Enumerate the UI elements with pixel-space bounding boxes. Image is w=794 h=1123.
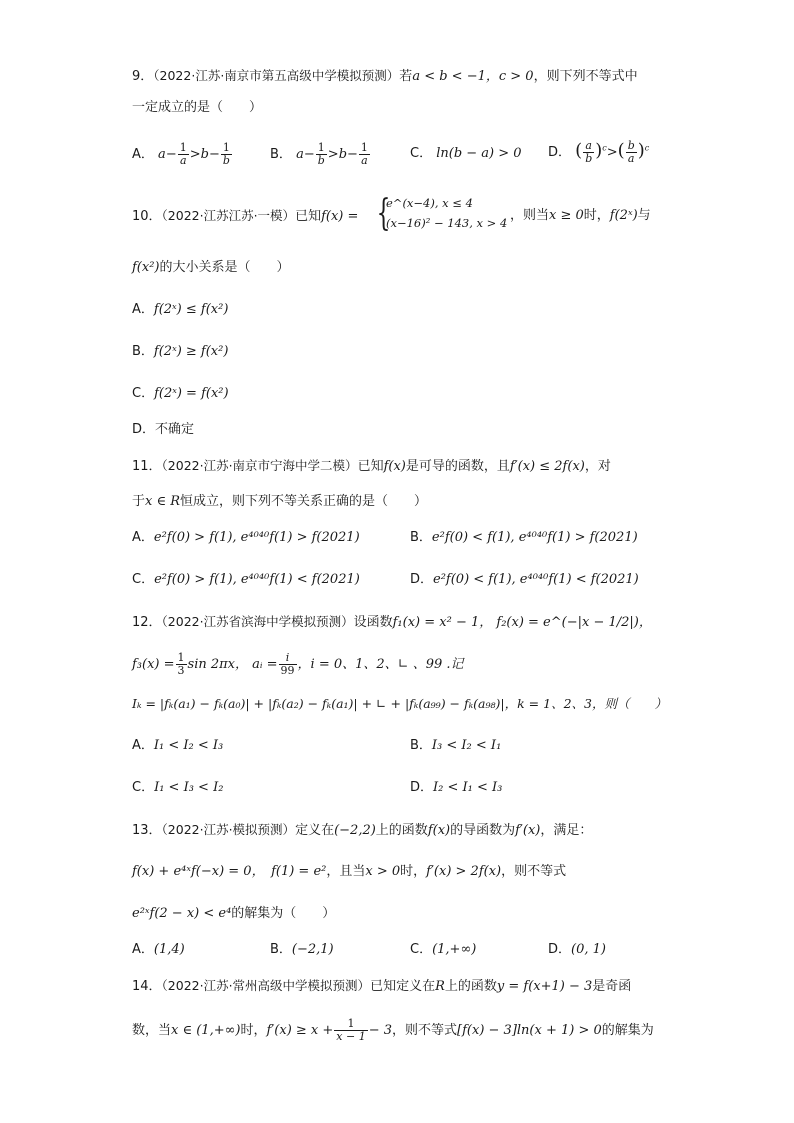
q13-option-c-text: (1,+∞) (432, 942, 477, 957)
q10-case-1 (386, 196, 473, 210)
q11-text-b: 是可导的函数，且 (405, 459, 510, 474)
q14-text-a: 已知定义在 (370, 979, 436, 994)
q10-case-2 (386, 216, 507, 230)
q14-frac-den: x − 1 (336, 1030, 366, 1043)
q14-text-line2-a: 数，当 (132, 1023, 172, 1038)
q11-option-b-label: B． (410, 530, 432, 545)
q13-text-c: 的导函数为 (450, 823, 516, 838)
q12-Ik: Iₖ = |fₖ(a₁) − fₖ(a₀)| + |fₖ(a₂) − fₖ(a₁)| + ∟ + |fₖ(a₉₉) − fₖ(a₉₈)|，k = 1、2、3，则（ ） (132, 696, 667, 711)
q11-option-b (410, 528, 638, 548)
q12-f2: f₂(x) = e^(−|x − 1/2|)， (496, 615, 652, 630)
q12-option-d-label: D． (410, 780, 434, 795)
q13-text-line2-f: ，则不等式 (501, 864, 567, 879)
q13-text-line2-b: ，且当 (326, 864, 366, 879)
q12-option-d (410, 778, 502, 798)
q10-f2x: f(2ˣ) (609, 208, 638, 223)
q9-stem-line2 (132, 98, 262, 118)
q10-condition: x ≥ 0 (549, 208, 584, 223)
q10-option-b-label: B． (132, 344, 154, 359)
q10-option-d-text: 不确定 (155, 422, 195, 437)
q13-condition-c: x > 0 (365, 864, 401, 879)
q11-option-c-text: e²f(0) > f(1), e⁴⁰⁴⁰f(1) < f(2021) (154, 572, 360, 587)
q13-text-a: 定义在 (295, 823, 335, 838)
q10-text-c: 时， (583, 208, 610, 223)
q14-stem-line1 (132, 976, 631, 997)
q12-option-a (132, 736, 223, 756)
q10-case-1-text: e^(x−4), x ≤ 4 (386, 196, 473, 210)
q11-option-b-text: e²f(0) < f(1), e⁴⁰⁴⁰f(1) > f(2021) (431, 530, 638, 545)
q10-text-a: 已知 (295, 209, 322, 224)
q11-domain: x ∈ R (145, 494, 181, 509)
q9-source: （2022·江苏·南京市第五高级中学模拟预测） (153, 68, 400, 83)
q13-stem-line3 (132, 904, 335, 924)
q13-condition-e: f′(x) > 2f(x) (426, 864, 502, 879)
q14-text-c: 是奇函 (592, 979, 632, 994)
q14-domain-R: R (435, 979, 445, 994)
q12-number: 12． (132, 615, 162, 630)
q11-option-a-label: A． (132, 530, 154, 545)
q10-option-c (132, 384, 229, 404)
q12-stem-line1 (132, 612, 652, 633)
q13-option-b (270, 940, 334, 960)
q11-number: 11． (132, 459, 162, 474)
q14-text-line2-c: 时， (240, 1023, 267, 1038)
q13-stem-line2 (132, 862, 566, 882)
q10-option-a (132, 300, 228, 320)
q13-option-b-text: (−2,1) (291, 942, 334, 957)
q11-option-c-label: C． (132, 572, 155, 587)
q12-ai: aᵢ = (252, 657, 278, 672)
q14-text-line2-f: ，则不等式 (392, 1023, 458, 1038)
q11-fx: f(x) (383, 459, 406, 474)
q13-fpx: f′(x) (515, 823, 541, 838)
q12-option-c-label: C． (132, 780, 155, 795)
q13-interval: (−2,2) (334, 823, 376, 838)
q11-text-c: ，对 (584, 459, 611, 474)
q12-ai-den: 99 (280, 664, 295, 677)
q10-stem-line1-tail (510, 206, 651, 226)
q13-text-line2-d: 时， (400, 864, 427, 879)
q13-option-a-text: (1,4) (153, 942, 185, 957)
q13-option-c (410, 940, 476, 960)
q12-stem-line2: f₃(x) = $\frac{1}{3}$ sin 2πx， aᵢ = $\frac{i}{99}$ ，i = 0、1、2、∟ 、99 .记 (132, 651, 464, 677)
q9-option-a: A． a− $\frac{1}{a}$ >b− $\frac{1}{b}$ (132, 141, 230, 167)
q13-option-d-text: (0, 1) (571, 942, 606, 957)
q10-option-c-text: f(2ˣ) = f(x²) (154, 386, 229, 401)
q12-ai-num: i (279, 652, 297, 665)
q10-option-b-text: f(2ˣ) ≥ f(x²) (153, 344, 229, 359)
q12-ai-tail: ，i = 0、1、2、∟ 、99 .记 (297, 657, 464, 672)
q11-option-c (132, 570, 360, 590)
q11-option-d-text: e²f(0) < f(1), e⁴⁰⁴⁰f(1) < f(2021) (433, 572, 639, 587)
q14-function: y = f(x+1) − 3 (496, 979, 593, 994)
q10-fx: f(x) = (321, 209, 359, 224)
q13-option-d-label: D． (548, 942, 572, 957)
q12-option-c-text: I₁ < I₃ < I₂ (154, 780, 224, 795)
q14-stem-line2 (132, 1018, 654, 1043)
q10-brace: { (376, 193, 391, 234)
q10-fx2: f(x²) (132, 260, 160, 275)
q10-option-b (132, 342, 228, 362)
q12-option-b-text: I₃ < I₂ < I₁ (431, 738, 502, 753)
q12-f3-a: f₃(x) = (132, 657, 175, 672)
q12-option-c (132, 778, 223, 798)
q10-option-d-label: D． (132, 422, 156, 437)
q9-text-b: ，则下列不等式中 (533, 69, 638, 84)
q13-option-c-label: C． (410, 942, 433, 957)
q10-case-2-text: (x−16)² − 143, x > 4 (386, 216, 508, 230)
q9-option-c (410, 144, 522, 164)
q10-stem-line2 (132, 258, 290, 278)
q13-text-d: ，满足： (540, 823, 593, 838)
q9-condition: a < b < −1，c > 0 (412, 69, 534, 84)
q9-option-b: B． a− $\frac{1}{b}$ >b− $\frac{1}{a}$ (270, 141, 368, 167)
q12-f1: f₁(x) = x² − 1， (392, 615, 493, 630)
q11-option-d-label: D． (410, 572, 434, 587)
q10-option-a-text: f(2ˣ) ≤ f(x²) (153, 302, 229, 317)
q13-inequality: e²ˣf(2 − x) < e⁴ (132, 906, 232, 921)
q13-option-b-label: B． (270, 942, 292, 957)
q12-option-b (410, 736, 501, 756)
q9-text-line2: 一定成立的是（ ） (132, 100, 263, 115)
q9-stem-line1 (132, 66, 638, 87)
q12-option-d-text: I₂ < I₁ < I₃ (433, 780, 503, 795)
q14-derivative-b: − 3 (368, 1023, 393, 1038)
q9-option-d: D． ( $\frac{a}{b}$ )$^c$>( $\frac{b}{a}$ )$^c$ (548, 139, 650, 165)
q12-option-a-label: A． (132, 738, 154, 753)
q11-option-a (132, 528, 360, 548)
q11-option-a-text: e²f(0) > f(1), e⁴⁰⁴⁰f(1) > f(2021) (153, 530, 360, 545)
q9-option-b-label: B． (270, 147, 292, 162)
q9-option-c-math: ln(b − a) > 0 (436, 146, 522, 161)
q12-option-b-label: B． (410, 738, 432, 753)
q14-text-b: 上的函数 (444, 979, 497, 994)
q10-number: 10． (132, 209, 162, 224)
q14-source: （2022·江苏·常州高级中学模拟预测） (161, 978, 371, 993)
q14-interval: x ∈ (1,+∞) (171, 1023, 241, 1038)
q10-stem-line1 (132, 206, 358, 227)
q14-derivative-a: f′(x) ≥ x + (266, 1023, 334, 1038)
q11-stem-line2 (132, 492, 427, 512)
q10-text-line2: 的大小关系是（ ） (159, 260, 290, 275)
q9-option-a-label: A． (132, 147, 154, 162)
q13-condition-a: f(x) + e⁴ˣf(−x) = 0， f(1) = e² (132, 864, 327, 879)
q14-text-line2-h: 的解集为 (601, 1023, 654, 1038)
q9-number: 9． (132, 69, 154, 84)
q13-option-d (548, 940, 606, 960)
q12-source: （2022·江苏省滨海中学模拟预测） (161, 614, 354, 629)
q14-number: 14． (132, 979, 162, 994)
q14-frac-num: 1 (334, 1018, 367, 1031)
q10-option-d (132, 420, 194, 440)
q13-source: （2022·江苏·模拟预测） (161, 822, 296, 837)
q12-f3-b: sin 2πx， (187, 657, 249, 672)
q12-text-a: 设函数 (353, 615, 393, 630)
q11-inequality: f′(x) ≤ 2f(x) (509, 459, 585, 474)
q10-source: （2022·江苏江苏·一模） (161, 208, 296, 223)
q10-text-d: 与 (637, 208, 651, 223)
q13-option-a (132, 940, 185, 960)
q13-text-line3: 的解集为（ ） (231, 906, 336, 921)
q11-text-line2-a: 于 (132, 494, 146, 509)
q13-stem-line1 (132, 820, 592, 841)
q9-option-d-label: D． (548, 145, 572, 160)
q14-inequality: [f(x) − 3]ln(x + 1) > 0 (457, 1023, 602, 1038)
q13-fx: f(x) (427, 823, 451, 838)
q11-source: （2022·江苏·南京市宁海中学二模） (161, 458, 358, 473)
q10-option-a-label: A． (132, 302, 154, 317)
q13-option-a-label: A． (132, 942, 154, 957)
q13-text-b: 上的函数 (375, 823, 428, 838)
q11-text-line2-b: 恒成立，则下列不等关系正确的是（ ） (180, 494, 428, 509)
q9-text-a: 若 (399, 69, 413, 84)
q9-option-c-label: C． (410, 146, 433, 161)
q12-option-a-text: I₁ < I₂ < I₃ (153, 738, 224, 753)
q10-option-c-label: C． (132, 386, 155, 401)
q12-stem-line3 (132, 694, 667, 714)
q13-number: 13． (132, 823, 162, 838)
q11-stem-line1 (132, 456, 611, 477)
q11-option-d (410, 570, 639, 590)
q10-text-b: ，则当 (510, 208, 550, 223)
q11-text-a: 已知 (357, 459, 384, 474)
